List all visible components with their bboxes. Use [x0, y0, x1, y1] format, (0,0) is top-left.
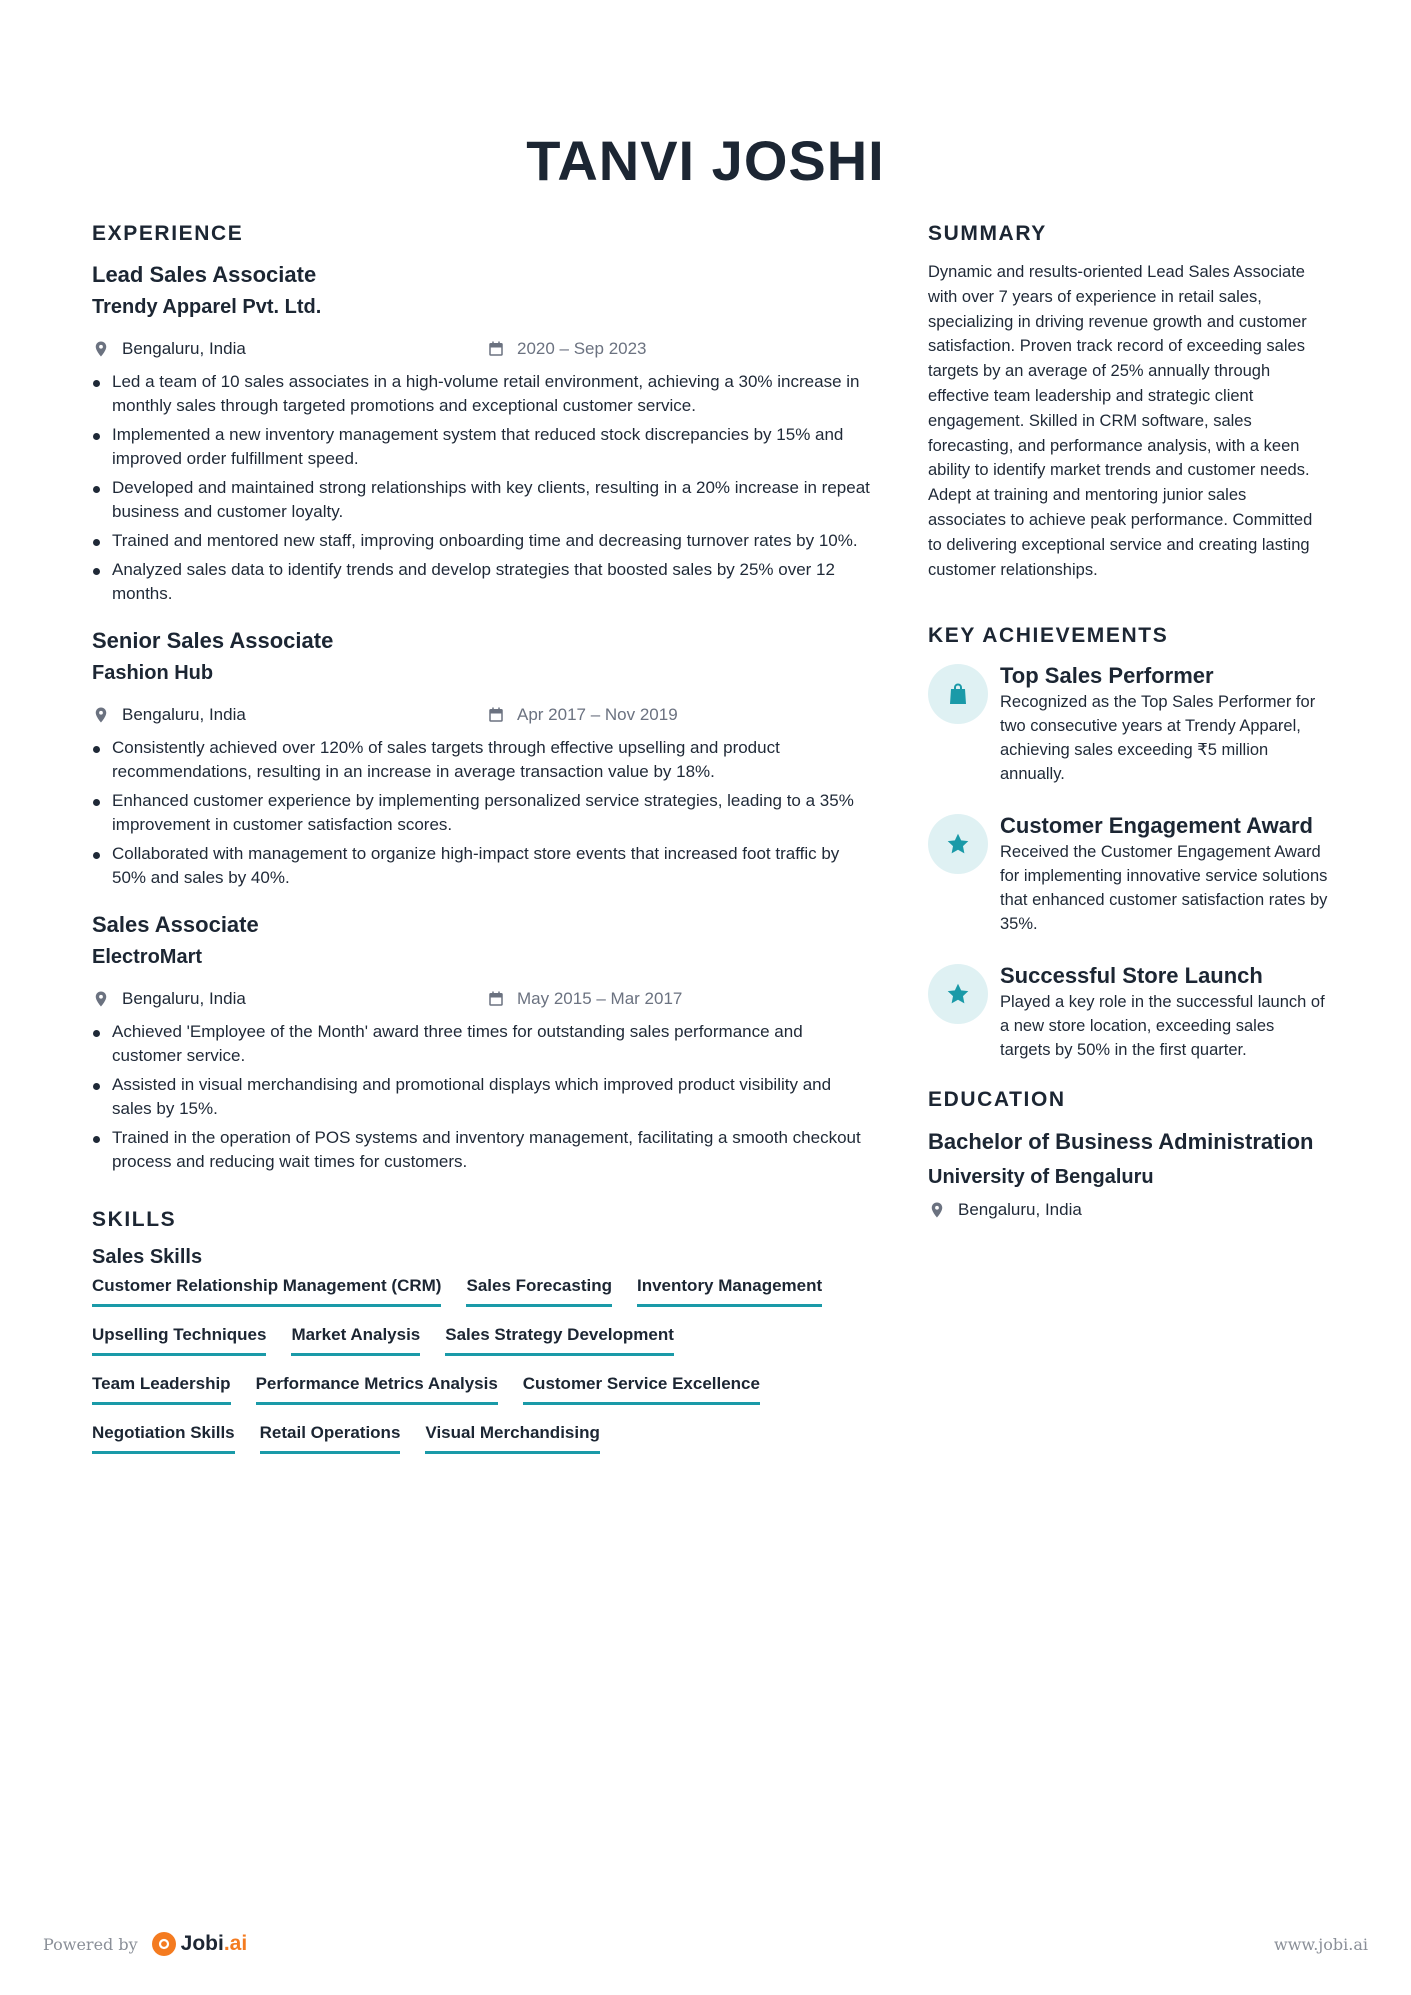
- location-pin-icon: [92, 340, 110, 358]
- achievement-title: Top Sales Performer: [1000, 663, 1214, 689]
- job-dates: [487, 705, 678, 725]
- job-bullets: [92, 1020, 872, 1174]
- jobi-logo-accent: .ai: [223, 1932, 248, 1955]
- job-company: Trendy Apparel Pvt. Ltd.: [92, 296, 322, 318]
- job-dates-text: Apr 2017 – Nov 2019: [517, 705, 678, 724]
- location-pin-icon: [92, 990, 110, 1008]
- job-title: Sales Associate: [92, 912, 259, 937]
- education-school: University of Bengaluru: [928, 1166, 1154, 1189]
- job-location: [92, 705, 487, 725]
- education-location-text: Bengaluru, India: [958, 1200, 1082, 1220]
- job-location-text: Bengaluru, India: [122, 705, 246, 724]
- achievement-desc: Recognized as the Top Sales Performer for two consecutive years at Trendy Apparel, achieving sales exceeding ₹5 million annually.: [1000, 693, 1316, 784]
- achievement-title: Successful Store Launch: [1000, 963, 1263, 989]
- skill-tag: Market Analysis: [291, 1324, 420, 1356]
- left-column: [92, 222, 872, 1471]
- location-pin-icon: [92, 706, 110, 724]
- job-dates: [487, 989, 682, 1009]
- achievement-item: [928, 662, 1328, 786]
- star-icon: [928, 964, 988, 1024]
- achievement-desc: Received the Customer Engagement Award for implementing innovative service solutions that enhanced customer satisfaction rates by 35%.: [1000, 843, 1328, 934]
- skill-tag: Customer Relationship Management (CRM): [92, 1275, 441, 1307]
- education-location: [928, 1200, 1328, 1220]
- powered-by-label: Powered by: [43, 1934, 138, 1954]
- job-entry: [92, 260, 872, 606]
- skill-tag: Retail Operations: [260, 1422, 401, 1454]
- skills-section: [92, 1208, 872, 1471]
- skill-tag: Negotiation Skills: [92, 1422, 235, 1454]
- job-bullets: [92, 370, 872, 606]
- location-pin-icon: [928, 1201, 946, 1219]
- skill-tag: Upselling Techniques: [92, 1324, 266, 1356]
- skill-tag: Sales Forecasting: [466, 1275, 612, 1307]
- job-dates-text: May 2015 – Mar 2017: [517, 989, 683, 1008]
- job-meta: [92, 986, 872, 1012]
- education-section: [928, 1088, 1328, 1220]
- skill-tag: Customer Service Excellence: [523, 1373, 760, 1405]
- summary-heading: SUMMARY: [928, 222, 1047, 245]
- job-bullet: Led a team of 10 sales associates in a high-volume retail environment, achieving a 30% increase in monthly sales through targeted promotions and exceptional customer service.: [92, 370, 872, 418]
- job-location-text: Bengaluru, India: [122, 339, 246, 358]
- jobi-logo[interactable]: [152, 1932, 248, 1956]
- job-bullet: Collaborated with management to organize high-impact store events that increased foot traffic by 50% and sales by 40%.: [92, 842, 872, 890]
- job-entry: [92, 626, 872, 890]
- job-entry: [92, 910, 872, 1174]
- achievement-desc: Played a key role in the successful launch of a new store location, exceeding sales targets by 50% in the first quarter.: [1000, 993, 1325, 1060]
- achievement-item: [928, 962, 1328, 1062]
- job-bullet: Assisted in visual merchandising and promotional displays which improved product visibility and sales by 15%.: [92, 1073, 872, 1121]
- job-bullet: Trained and mentored new staff, improving onboarding time and decreasing turnover rates by 10%.: [92, 529, 872, 553]
- skills-heading: SKILLS: [92, 1208, 177, 1231]
- job-location: [92, 339, 487, 359]
- job-title: Lead Sales Associate: [92, 262, 317, 287]
- skill-tag: Performance Metrics Analysis: [256, 1373, 498, 1405]
- education-heading: EDUCATION: [928, 1088, 1066, 1112]
- job-company: Fashion Hub: [92, 662, 214, 684]
- achievements-heading: KEY ACHIEVEMENTS: [928, 624, 1169, 648]
- job-company: ElectroMart: [92, 946, 203, 968]
- calendar-icon: [487, 340, 505, 358]
- job-bullet: Developed and maintained strong relationships with key clients, resulting in a 20% increase in repeat business and customer loyalty.: [92, 476, 872, 524]
- education-degree: Bachelor of Business Administration: [928, 1129, 1314, 1155]
- calendar-icon: [487, 706, 505, 724]
- job-meta: [92, 336, 872, 362]
- job-bullet: Consistently achieved over 120% of sales targets through effective upselling and product recommendations, resulting in an increase in average transaction value by 18%.: [92, 736, 872, 784]
- achievement-body: [1000, 662, 1328, 786]
- skill-tag: Team Leadership: [92, 1373, 231, 1405]
- achievement-body: [1000, 962, 1328, 1062]
- job-meta: [92, 702, 872, 728]
- job-bullet: Achieved 'Employee of the Month' award three times for outstanding sales performance and customer service.: [92, 1020, 872, 1068]
- skill-tag: Sales Strategy Development: [445, 1324, 674, 1356]
- powered-by-footer: [43, 1932, 247, 1956]
- calendar-icon: [487, 990, 505, 1008]
- achievement-item: [928, 812, 1328, 936]
- job-bullet: Analyzed sales data to identify trends and develop strategies that boosted sales by 25% over 12 months.: [92, 558, 872, 606]
- job-bullet: Implemented a new inventory management system that reduced stock discrepancies by 15% and improved order fulfillment speed.: [92, 423, 872, 471]
- skill-list: [92, 1275, 852, 1471]
- job-title: Senior Sales Associate: [92, 628, 334, 653]
- job-bullet: Enhanced customer experience by implementing personalized service strategies, leading to a 35% improvement in customer satisfaction scores.: [92, 789, 872, 837]
- experience-heading: EXPERIENCE: [92, 222, 244, 245]
- job-dates: [487, 339, 647, 359]
- star-icon: [928, 814, 988, 874]
- achievements-list: [928, 662, 1328, 1062]
- job-location-text: Bengaluru, India: [122, 989, 246, 1008]
- jobi-logo-icon: [152, 1932, 176, 1956]
- skill-tag: Visual Merchandising: [425, 1422, 599, 1454]
- job-bullet: Trained in the operation of POS systems and inventory management, facilitating a smooth checkout process and reducing wait times for customers.: [92, 1126, 872, 1174]
- right-column: [928, 222, 1328, 1220]
- achievement-body: [1000, 812, 1328, 936]
- summary-text: Dynamic and results-oriented Lead Sales Associate with over 7 years of experience in retail sales, specializing in driving revenue growth and customer satisfaction. Proven track record of exceeding sales targets by an average of 25% annually through effective team leadership and strategic client engagement. Skilled in CRM software, sales forecasting, and performance analysis, with a keen ability to identify market trends and customer needs. Adept at training and mentoring junior sales associates to achieve peak performance. Committed to delivering exceptional service and creating lasting customer relationships.: [928, 263, 1313, 579]
- candidate-name: TANVI JOSHI: [526, 129, 885, 192]
- skill-tag: Inventory Management: [637, 1275, 822, 1307]
- bag-icon: [928, 664, 988, 724]
- achievement-title: Customer Engagement Award: [1000, 813, 1313, 839]
- job-bullets: [92, 736, 872, 890]
- website-link[interactable]: www.jobi.ai: [1274, 1935, 1368, 1954]
- skill-group-title: Sales Skills: [92, 1246, 203, 1268]
- experience-list: [92, 260, 872, 1174]
- jobi-logo-text: Jobi: [180, 1932, 224, 1955]
- job-dates-text: 2020 – Sep 2023: [517, 339, 647, 358]
- job-location: [92, 989, 487, 1009]
